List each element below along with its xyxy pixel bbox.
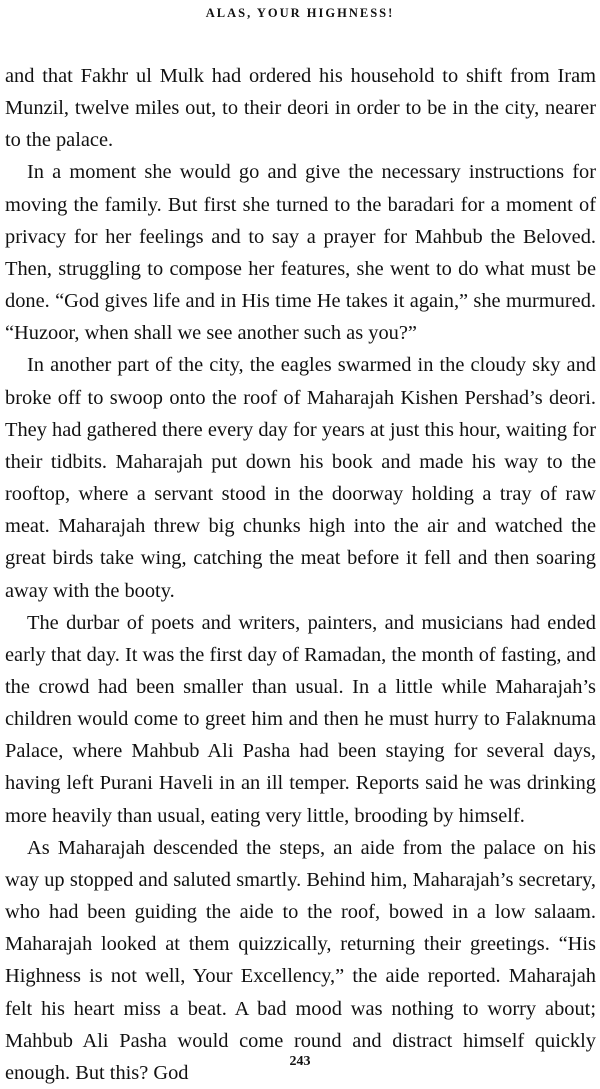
paragraph: In another part of the city, the eagles swarmed in the cloudy sky and broke off to swoop onto the roof of Maharajah Kishen Pershad’s deori. They had gathered there every day for years at just this hour, waiting for their tidbits. Maharajah put down his book and made his way to the rooftop, where a servant stood in the doorway holding a tray of raw meat. Maharajah threw big chunks high into the air and watched the great birds take wing, catching the meat before it fell and then soaring away with the booty.	[5, 354, 596, 602]
paragraph: As Maharajah descended the steps, an aide from the palace on his way up stopped and saluted smartly. Behind him, Maharajah’s secretary, who had been guiding the aide to the roof, bowed in a low salaam. Maharajah looked at them quizzically, returning their greetings. “His Highness is not well, Your Excellency,” the aide reported. Maharajah felt his heart miss a beat. A bad mood was nothing to worry about; Mahbub Ali Pasha would come round and distract himself quickly enough. But this? God	[5, 836, 596, 1084]
running-head: ALAS, YOUR HIGHNESS!	[205, 6, 395, 20]
paragraph: In a moment she would go and give the necessary instructions for moving the family. But first she turned to the baradari for a moment of privacy for her feelings and to say a prayer for Mahbub the Beloved. Then, struggling to compose her features, she went to do what must be done. “God gives life and in His time He takes it again,” she murmured. “Huzoor, when shall we see another such as you?”	[5, 161, 596, 345]
paragraph: The durbar of poets and writers, painters, and musicians had ended early that day. It was the first day of Ramadan, the month of fasting, and the crowd had been smaller than usual. In a little while Maharajah’s children would come to greet him and then he must hurry to Falaknuma Palace, where Mahbub Ali Pasha had been staying for several days, having left Purani Haveli in an ill temper. Reports said he was drinking more heavily than usual, eating very little, brooding by himself.	[5, 611, 596, 827]
body-text	[5, 60, 596, 1089]
paragraph-continued: and that Fakhr ul Mulk had ordered his household to shift from Iram Munzil, twelve miles out, to their deori in order to be in the city, nearer to the palace.	[5, 65, 596, 152]
page-number: 243	[289, 1054, 311, 1069]
